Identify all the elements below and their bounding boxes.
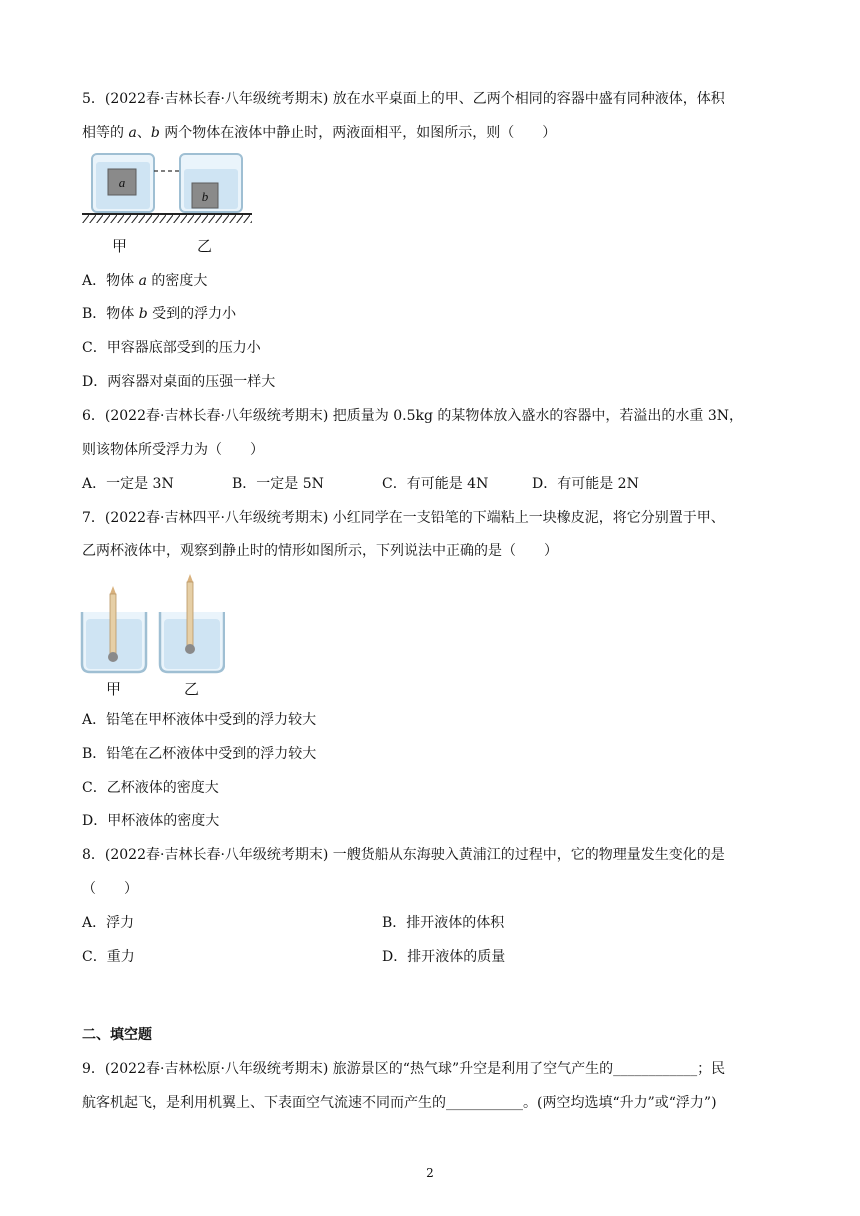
q5-option-a <box>82 272 207 290</box>
q9-stem-line1: 9．(2022春·吉林松原·八年级统考期末) 旅游景区的“热气球”升空是利用了空气产生的____________；民 <box>82 1061 726 1077</box>
option-text: A．物体 <box>82 273 139 289</box>
q5-text: 相等的 <box>82 125 129 141</box>
q7-option-a: A．铅笔在甲杯液体中受到的浮力较大 <box>82 712 317 728</box>
q7-label-jia: 甲 <box>106 680 122 698</box>
q9-stem-line2: 航客机起飞，是利用机翼上、下表面空气流速不同而产生的___________。(两空均选填“升力”或“浮力”) <box>82 1095 717 1111</box>
q5-var-b: b <box>150 125 160 141</box>
q6-stem-line1: 6．(2022春·吉林长春·八年级统考期末) 把质量为 0.5kg 的某物体放入盛水的容器中，若溢出的水重 3N， <box>82 408 744 424</box>
option-var: b <box>138 306 148 322</box>
q5-stem-line1: 5．(2022春·吉林长春·八年级统考期末) 放在水平桌面上的甲、乙两个相同的容器中盛有同种液体，体积 <box>82 91 725 107</box>
q8-stem-line1: 8．(2022春·吉林长春·八年级统考期末) 一艘货船从东海驶入黄浦江的过程中，它的物理量发生变化的是 <box>82 847 725 863</box>
q8-stem-line2: （ ） <box>82 881 138 897</box>
option-text: B．物体 <box>82 306 139 322</box>
q6-option-a: A．一定是 3N <box>82 476 174 492</box>
q5-var-a: a <box>128 125 137 141</box>
q7-pencil-beakers-figure <box>80 572 225 678</box>
q8-option-b: B．排开液体的体积 <box>382 915 505 931</box>
q5-option-c: C．甲容器底部受到的压力小 <box>82 340 261 356</box>
section-title: 二、填空题 <box>82 1027 152 1043</box>
q6-option-b: B．一定是 5N <box>232 476 324 492</box>
option-text: 受到的浮力小 <box>147 306 237 322</box>
q5-text: 两个物体在液体中静止时，两液面相平，如图所示，则（ ） <box>159 125 557 141</box>
q7-label-yi: 乙 <box>184 680 200 698</box>
q7-stem-line1: 7．(2022春·吉林四平·八年级统考期末) 小红同学在一支铅笔的下端粘上一块橡皮泥，将它分别置于甲、 <box>82 510 725 526</box>
q5-label-jia: 甲 <box>112 237 128 255</box>
q5-label-yi: 乙 <box>197 237 213 255</box>
q8-option-d: D．排开液体的质量 <box>382 949 506 965</box>
q5-beakers-figure <box>82 152 252 224</box>
q6-option-c: C．有可能是 4N <box>382 476 489 492</box>
q7-option-c: C．乙杯液体的密度大 <box>82 780 219 796</box>
q5-option-d: D．两容器对桌面的压强一样大 <box>82 374 276 390</box>
q5-option-b <box>82 305 236 323</box>
q5-text: 、 <box>136 125 151 141</box>
q7-option-b: B．铅笔在乙杯液体中受到的浮力较大 <box>82 746 317 762</box>
option-text: 的密度大 <box>146 273 208 289</box>
q6-option-d: D．有可能是 2N <box>532 476 639 492</box>
q7-stem-line2: 乙两杯液体中，观察到静止时的情形如图所示，下列说法中正确的是（ ） <box>82 543 558 559</box>
page-number: 2 <box>426 1166 434 1180</box>
block-b-label: b <box>201 189 209 204</box>
block-a-label: a <box>118 175 126 190</box>
option-var: a <box>138 273 147 289</box>
q6-stem-line2: 则该物体所受浮力为（ ） <box>82 442 264 458</box>
q5-stem-line2 <box>82 124 556 142</box>
q8-option-c: C．重力 <box>82 949 135 965</box>
q8-option-a: A．浮力 <box>82 915 135 931</box>
q7-option-d: D．甲杯液体的密度大 <box>82 813 220 829</box>
